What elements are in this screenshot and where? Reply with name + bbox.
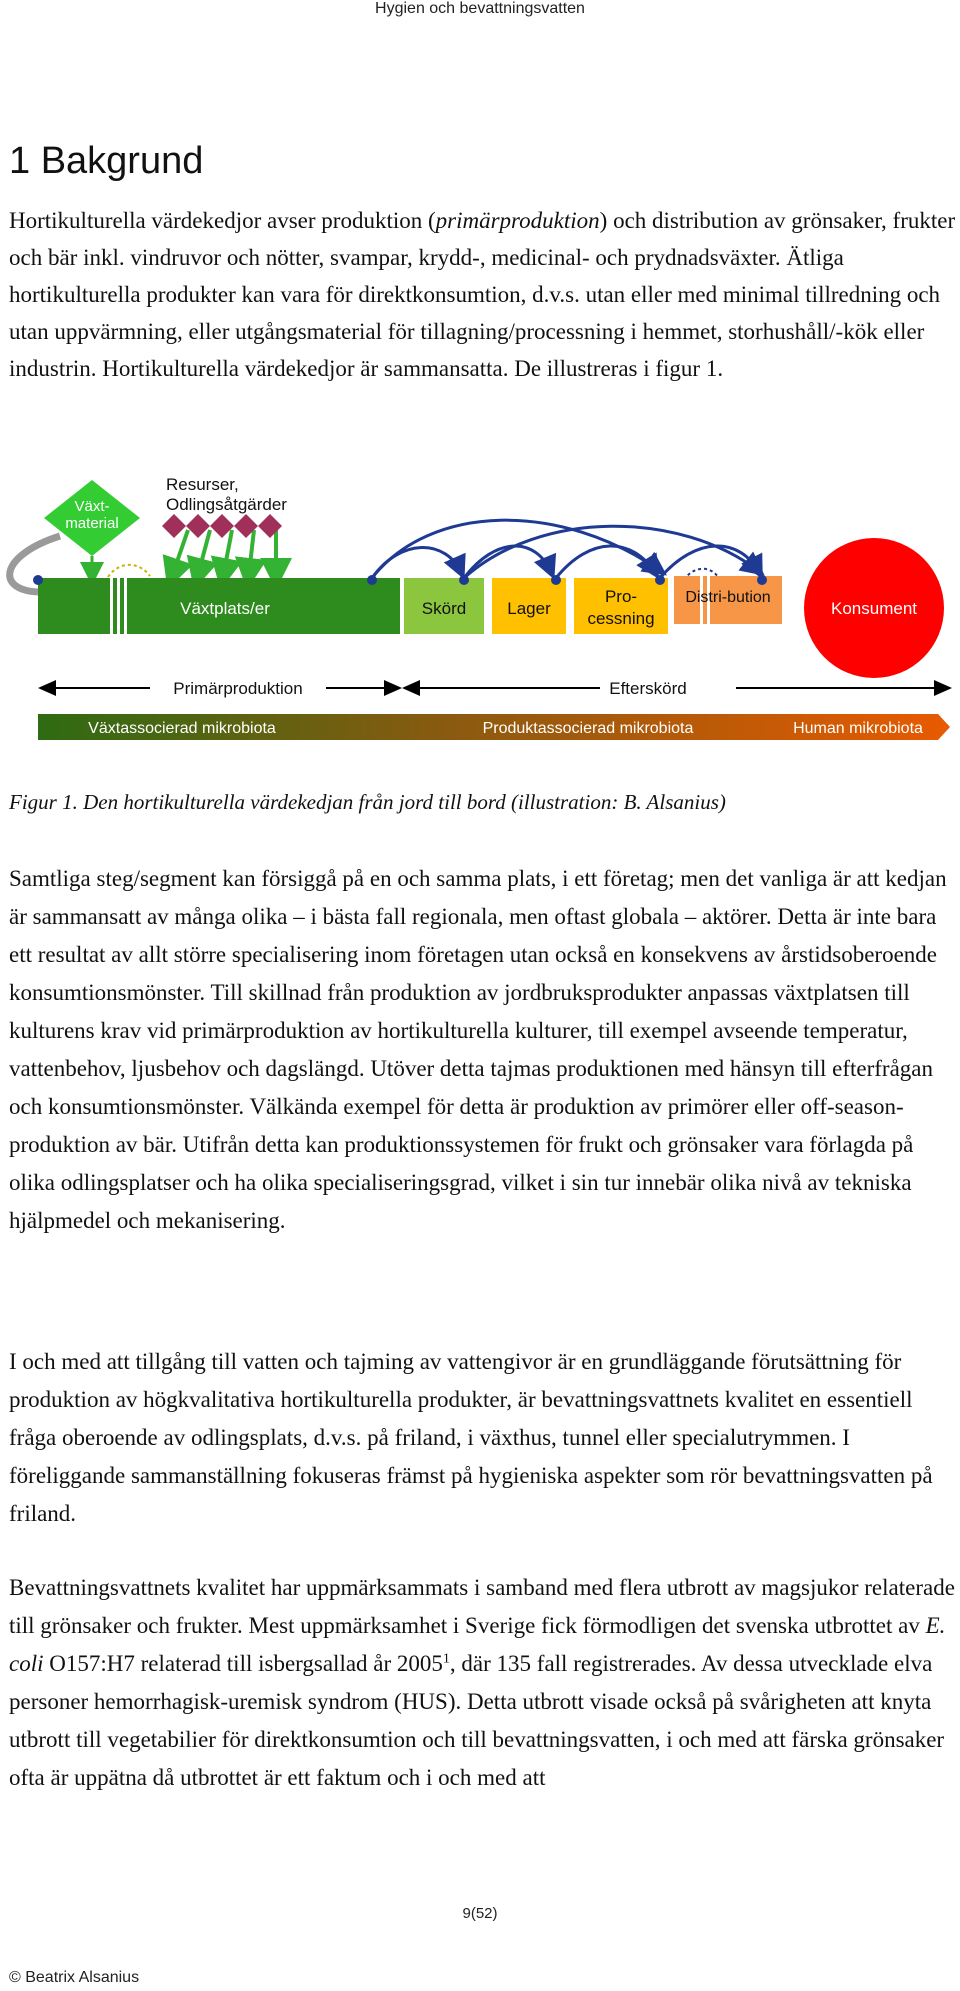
konsument-label: Konsument xyxy=(831,599,917,618)
value-chain-figure xyxy=(0,470,960,760)
paragraph-2: Samtliga steg/segment kan försiggå på en och samma plats, i ett företag; men det vanliga är att kedjan är sammansatt av många olika – i bästa fall regionala, men oftast globala – aktörer. Detta är inte bara ett resultat av allt större specialisering inom företagen utan också en konsekvens av årstidsoberoende konsumtionsmönster. Till skillnad från produktion av jordbruksprodukter anpassas växtplatsen till kulturens krav vid primärproduktion av hortikulturella kulturer, till exempel avseende temperatur, vattenbehov, ljusbehov och dagslängd. Utöver detta tajmas produktionen med hänsyn till efterfrågan och konsumtionsmönster. Välkända exempel för detta är produktion av primörer eller off-season-produktion av bär. Utifrån detta kan produktionssystemen för frukt och grönsaker vara förlagda på olika odlingsplatser och ha olika specialiseringsgrad, vilket i sin tur innebär olika nivå av tekniska hjälpmedel och mekanisering. xyxy=(9,866,947,1233)
p4-text-c: , där 135 fall registrerades. Av dessa utvecklade elva personer hemorrhagisk-uremisk syndrom (HUS). Detta utbrott visade också på svårigheten att knyta utbrott till vegetabilier för direktkonsumtion och till bevattningsvatten, i och med att färska grönsaker ofta är uppätna då utbrottet är ett faktum och i och med att xyxy=(9,1651,945,1790)
p4-text-a: Bevattningsvattnets kvalitet har uppmärksammats i samband med flera utbrott av magsjukor relaterade till grönsaker och frukter. Mest uppmärksamhet i Sverige fick förmodligen det svenska utbrottet av xyxy=(9,1575,955,1638)
processning-label-2: cessning xyxy=(587,609,655,628)
resource-marker xyxy=(258,514,282,538)
vaxtplats-label: Växtplats/er xyxy=(180,599,270,618)
produktassocierad-label: Produktassocierad mikrobiota xyxy=(482,720,694,737)
primarproduktion-label: Primärproduktion xyxy=(173,679,303,698)
running-header: Hygien och bevattningsvatten xyxy=(375,0,585,17)
efterskord-label: Efterskörd xyxy=(609,679,687,698)
vaxtmaterial-label-1: Växt- xyxy=(74,498,110,515)
intro-text-a: Hortikulturella värdekedjor avser produktion ( xyxy=(9,208,436,233)
paragraph-3: I och med att tillgång till vatten och tajming av vattengivor är en grundläggande förutsättning för produktion av högkvalitativa hortikulturella produkter, är bevattningsvattnets kvalitet en essentiell fråga oberoende av odlingsplats, d.v.s. på friland, i växthus, tunnel eller specialutrymmen. I föreliggande sammanställning fokuseras främst på hygieniska aspekter som rör bevattningsvatten på friland. xyxy=(9,1349,933,1526)
intro-emphasis: primärproduktion xyxy=(435,208,600,233)
p4-text-b: O157:H7 relaterad till isbergsallad år 2005 xyxy=(43,1651,443,1676)
resource-marker xyxy=(162,514,186,538)
distribution-label: Distri-bution xyxy=(685,589,771,606)
processning-label-1: Pro- xyxy=(604,587,638,606)
intro-paragraph xyxy=(9,202,959,387)
vaxtassocierad-label: Växtassocierad mikrobiota xyxy=(88,720,276,737)
paragraph-4 xyxy=(9,1569,959,1797)
resurser-label-1: Resurser, xyxy=(166,475,239,494)
resurser-label-2: Odlingsåtgärder xyxy=(166,495,287,514)
section-heading: 1 Bakgrund xyxy=(9,140,204,182)
vaxtmaterial-label-2: material xyxy=(65,515,119,532)
resource-marker xyxy=(186,514,210,538)
p4-emphasis: E. coli xyxy=(9,1613,946,1676)
page-number: 9(52) xyxy=(462,1905,498,1922)
footnote-ref[interactable]: 1 xyxy=(442,1651,450,1667)
human-label: Human mikrobiota xyxy=(793,720,923,737)
skord-label: Skörd xyxy=(421,599,467,618)
figure-caption: Figur 1. Den hortikulturella värdekedjan från jord till bord (illustration: B. Alsanius) xyxy=(9,790,726,814)
lager-label: Lager xyxy=(507,599,551,618)
intro-text-b: ) och distribution av grönsaker, frukter och bär inkl. vindruvor och nötter, svampar, krydd-, medicinal- och prydnadsväxter. Ätliga hortikulturella produkter kan vara för direktkonsumtion, d.v.s. utan eller med minimal tillredning och utan uppvärmning, eller utgångsmaterial för tillagning/processning i hemmet, storhushåll/-kök eller industrin. Hortikulturella värdekedjor är sammansatta. De illustreras i figur 1. xyxy=(9,208,956,381)
copyright: © Beatrix Alsanius xyxy=(9,1969,140,1986)
